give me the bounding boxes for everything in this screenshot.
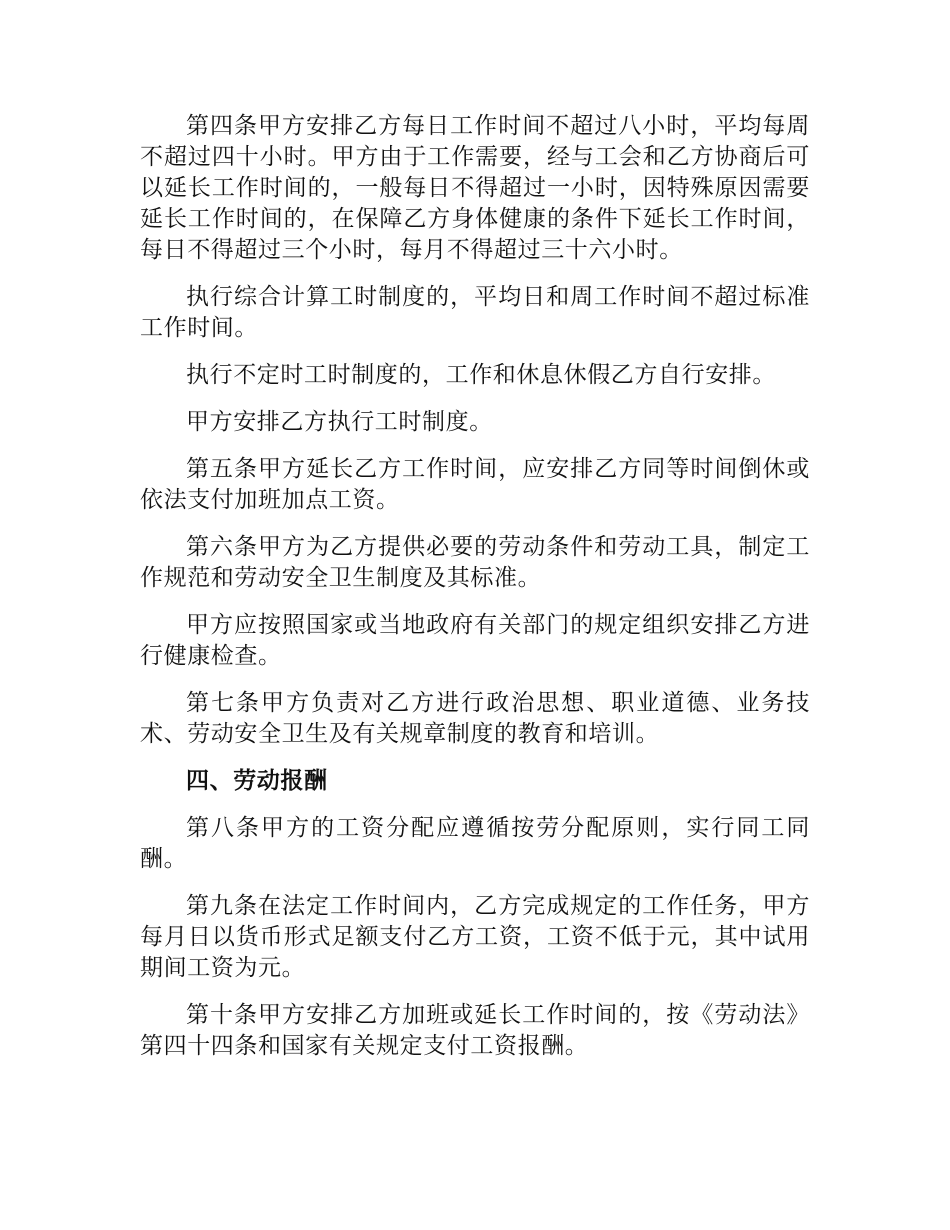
paragraph-article-7: 第七条甲方负责对乙方进行政治思想、职业道德、业务技术、劳动安全卫生及有关规章制度的教育和培训。 (140, 690, 810, 747)
paragraph-article-10: 第十条甲方安排乙方加班或延长工作时间的，按《劳动法》第四十四条和国家有关规定支付工资报酬。 (140, 1002, 810, 1059)
paragraph-article-4: 第四条甲方安排乙方每日工作时间不超过八小时，平均每周不超过四十小时。甲方由于工作需要，经与工会和乙方协商后可以延长工作时间的，一般每日不得超过一小时，因特殊原因需要延长工作时间的，在保障乙方身体健康的条件下延长工作时间，每日不得超过三个小时，每月不得超过三十六小时。 (140, 113, 810, 263)
section-heading-remuneration: 四、劳动报酬 (186, 768, 328, 794)
paragraph-article-5: 第五条甲方延长乙方工作时间，应安排乙方同等时间倒休或依法支付加班加点工资。 (140, 456, 810, 513)
paragraph-flexible-hours: 执行不定时工时制度的，工作和休息休假乙方自行安排。 (186, 362, 776, 388)
paragraph-working-hours-system: 甲方安排乙方执行工时制度。 (186, 409, 493, 435)
paragraph-article-9: 第九条在法定工作时间内，乙方完成规定的工作任务，甲方每月日以货币形式足额支付乙方工资，工资不低于元，其中试用期间工资为元。 (140, 893, 810, 981)
paragraph-article-6: 第六条甲方为乙方提供必要的劳动条件和劳动工具，制定工作规范和劳动安全卫生制度及其标准。 (140, 534, 810, 591)
paragraph-comprehensive-hours: 执行综合计算工时制度的，平均日和周工作时间不超过标准工作时间。 (140, 284, 810, 341)
paragraph-health-check: 甲方应按照国家或当地政府有关部门的规定组织安排乙方进行健康检查。 (140, 612, 810, 669)
paragraph-article-8: 第八条甲方的工资分配应遵循按劳分配原则，实行同工同酬。 (140, 815, 810, 872)
